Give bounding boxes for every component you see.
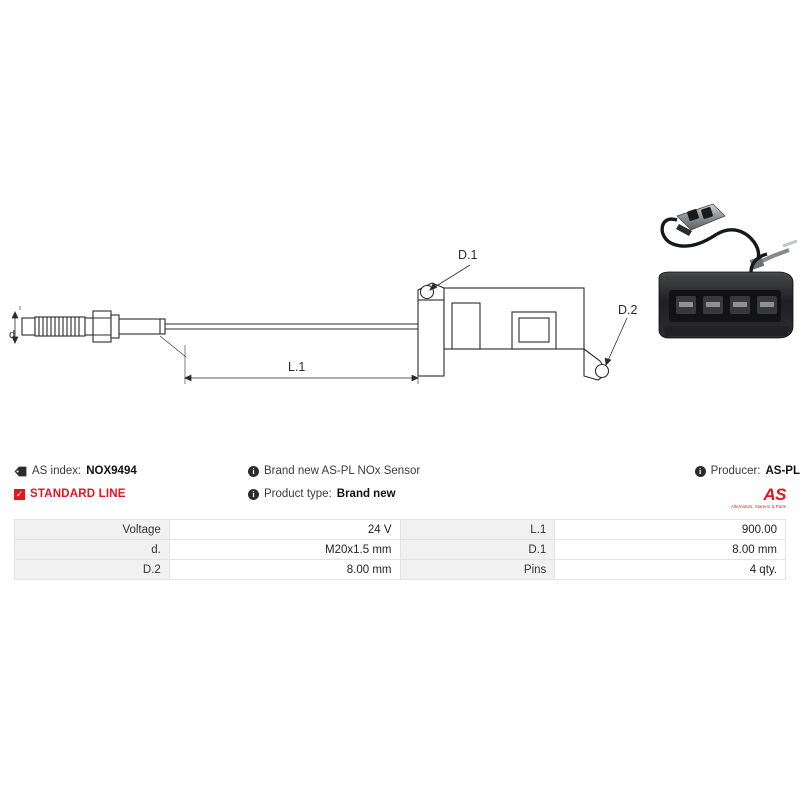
table-row xyxy=(15,560,786,580)
producer-value: AS-PL xyxy=(765,465,800,477)
product-type-value: Brand new xyxy=(336,488,396,500)
description-text: Brand new AS-PL NOx Sensor xyxy=(264,465,421,477)
dimension-label-d2: D.2 xyxy=(618,303,638,317)
info-icon: i xyxy=(248,466,259,477)
as-pl-logo xyxy=(731,486,786,509)
description-line xyxy=(248,465,548,477)
spec-key: Pins xyxy=(400,560,555,580)
spec-key: D.1 xyxy=(400,540,555,560)
product-type-line xyxy=(248,488,548,500)
check-icon: ✓ xyxy=(15,488,24,499)
standard-line-label: STANDARD LINE xyxy=(30,488,126,500)
spec-value: M20x1.5 mm xyxy=(169,540,400,560)
producer-label: Producer: xyxy=(710,465,761,477)
specification-table xyxy=(14,519,786,580)
tag-icon xyxy=(14,466,27,477)
dimension-label-l1: L.1 xyxy=(288,360,306,374)
product-photo-svg xyxy=(655,186,800,353)
spec-value: 24 V xyxy=(169,520,400,540)
spec-key: L.1 xyxy=(400,520,555,540)
as-logo-subtext: Alternators, Starters & Parts xyxy=(730,504,786,509)
standard-line-badge xyxy=(14,488,244,500)
info-icon: i xyxy=(248,489,259,500)
spec-key: D.2 xyxy=(15,560,170,580)
as-logo-text: AS xyxy=(763,485,786,504)
table-row xyxy=(15,540,786,560)
spec-key: Voltage xyxy=(15,520,170,540)
nox-sensor-product-photo xyxy=(655,186,800,353)
dimension-label-d: d. xyxy=(9,329,19,341)
product-info-block xyxy=(0,455,800,515)
spec-value: 900.00 xyxy=(555,520,786,540)
info-icon: i xyxy=(695,466,706,477)
as-index-label: AS index: xyxy=(32,465,82,477)
table-row xyxy=(15,520,786,540)
info-column-middle xyxy=(248,465,548,511)
spec-value: 4 qty. xyxy=(555,560,786,580)
info-column-left xyxy=(14,465,244,511)
product-type-label: Product type: xyxy=(264,488,332,500)
spec-value: 8.00 mm xyxy=(555,540,786,560)
as-index-value: NOX9494 xyxy=(86,465,137,477)
producer-line xyxy=(548,465,800,477)
spec-key: d. xyxy=(15,540,170,560)
as-index-line xyxy=(14,465,244,477)
dimension-label-d1: D.1 xyxy=(458,248,478,262)
spec-value: 8.00 mm xyxy=(169,560,400,580)
